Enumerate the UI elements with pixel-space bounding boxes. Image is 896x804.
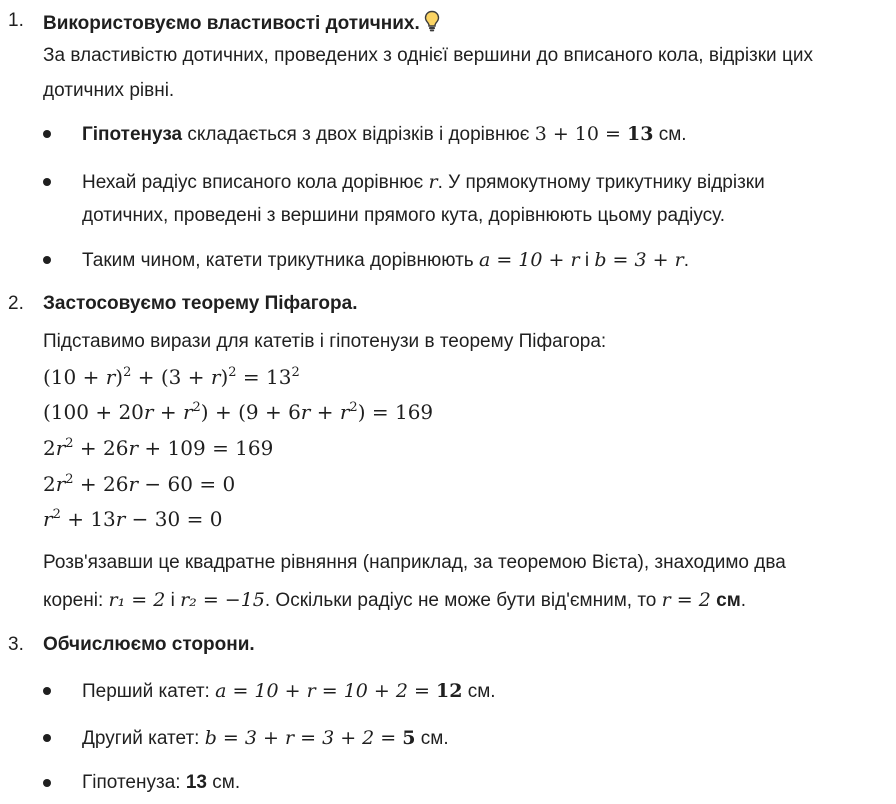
step-2-conclusion-line2: корені: r₁ = 2 і r₂ = −15. Оскільки радіус не може бути від'ємним, то r = 2 см.: [43, 589, 747, 611]
bullet-dot: [43, 178, 51, 186]
lightbulb-icon: [424, 10, 440, 38]
equation-3: $2r^2 + 26r + 109 = 169$: [43, 436, 274, 460]
step-1-bullet-hypotenuse: Гіпотенуза складається з двох відрізків і дорівнює 3 + 10 = 13 см.: [82, 123, 687, 145]
bullet-dot: [43, 687, 51, 695]
equation-4: $2r^2 + 26r - 60 = 0$: [43, 472, 236, 496]
step-1-number: 1.: [8, 10, 24, 31]
bullet-dot: [43, 734, 51, 742]
step-3-bullet-first-leg: Перший катет: a = 10 + r = 10 + 2 = 12 см.: [82, 680, 496, 702]
step-1-title: Використовуємо властивості дотичних.: [43, 10, 440, 38]
step-1-bullet-radius-line2: дотичних, проведені з вершини прямого кута, дорівнюють цьому радіусу.: [82, 205, 726, 226]
step-3-bullet-second-leg: Другий катет: b = 3 + r = 3 + 2 = 5 см.: [82, 727, 449, 749]
step-3-bullet-hypotenuse: Гіпотенуза: 13 см.: [82, 772, 241, 793]
step-2-intro: Підставимо вирази для катетів і гіпотенузи в теорему Піфагора:: [43, 331, 607, 352]
equation-5: $r^2 + 13r - 30 = 0$: [43, 507, 223, 531]
equation-2: $(100 + 20r + r^2) + (9 + 6r + r^2) = 169$: [43, 400, 434, 424]
step-1-bullet-radius-line1: Нехай радіус вписаного кола дорівнює r. У прямокутному трикутнику відрізки: [82, 171, 765, 193]
step-2-conclusion-line1: Розв'язавши це квадратне рівняння (наприклад, за теоремою Вієта), знаходимо два: [43, 552, 786, 573]
bullet-dot: [43, 779, 51, 787]
step-1-intro-line1: За властивістю дотичних, проведених з однієї вершини до вписаного кола, відрізки цих: [43, 45, 813, 66]
step-3-title: Обчислюємо сторони.: [43, 634, 255, 655]
equation-1: $(10 + r)^2 + (3 + r)^2 = 13^2$: [43, 365, 300, 389]
step-2-number: 2.: [8, 293, 24, 314]
step-1-intro-line2: дотичних рівні.: [43, 80, 175, 101]
bullet-dot: [43, 256, 51, 264]
step-3-number: 3.: [8, 634, 24, 655]
step-2-title: Застосовуємо теорему Піфагора.: [43, 293, 358, 314]
bullet-dot: [43, 130, 51, 138]
step-1-bullet-legs: Таким чином, катети трикутника дорівнюють a = 10 + r і b = 3 + r.: [82, 249, 689, 271]
